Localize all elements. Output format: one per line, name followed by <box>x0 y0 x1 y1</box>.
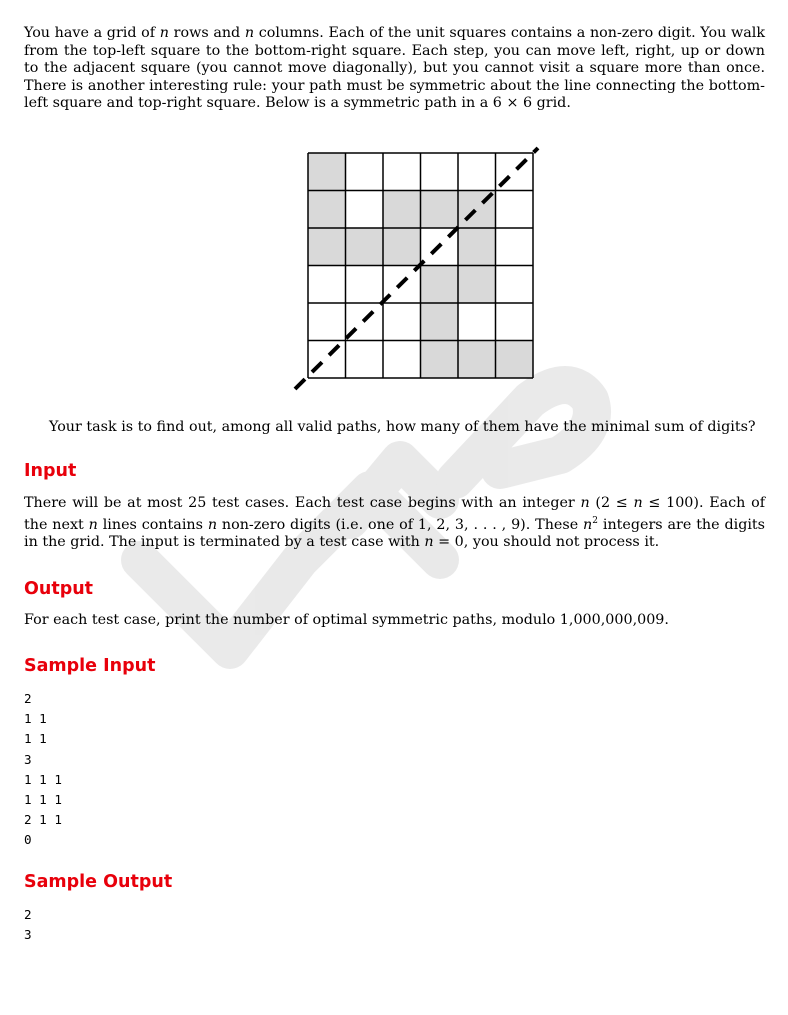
grid-cell <box>346 153 384 191</box>
grid-cell-path <box>458 266 496 304</box>
task-paragraph: Your task is to find out, among all valid paths, how many of them have the minimal sum of digits? <box>49 419 756 435</box>
input-heading: Input <box>24 461 77 481</box>
grid-cell <box>496 303 534 341</box>
grid-cell <box>308 266 346 304</box>
grid-cell <box>496 266 534 304</box>
grid-cell-path <box>421 191 459 229</box>
grid-cell <box>383 153 421 191</box>
grid-cell <box>421 153 459 191</box>
intro-paragraph: You have a grid of n rows and n columns. Each of the unit squares contains a non-zero digit. You walk from the top-left square to the bottom-right square. Each step, you can move left, right, up or down to the adjacent square (you cannot move diagonally), but you cannot visit a square more than once. There is another interesting rule: your path must be symmetric about the line connecting the bottom-left square and top-right square. Below is a symmetric path in a 6 × 6 grid. <box>24 25 765 112</box>
grid-cell-path <box>458 341 496 379</box>
grid-cell-path <box>308 228 346 266</box>
grid-cell <box>496 228 534 266</box>
input-description: There will be at most 25 test cases. Each test case begins with an integer n (2 ≤ n ≤ 100). Each of the next n lines contains n non-zero digits (i.e. one of 1, 2, 3, . . . , 9). These $n^2$ integers are the digits in the grid. The input is terminated by a test case with n = 0, you should not process it. <box>24 495 765 550</box>
grid-cell-path <box>308 191 346 229</box>
grid-cell <box>346 341 384 379</box>
grid-cell-path <box>383 191 421 229</box>
sample-input-block: 2 1 1 1 1 3 1 1 1 1 1 1 2 1 1 0 <box>24 691 62 848</box>
grid-cell-path <box>346 228 384 266</box>
grid-cell-path <box>458 228 496 266</box>
grid-cell <box>496 191 534 229</box>
grid-cell <box>346 266 384 304</box>
grid-cell-path <box>496 341 534 379</box>
grid-cell <box>383 303 421 341</box>
grid-cell <box>308 303 346 341</box>
grid-cell-path <box>308 153 346 191</box>
sample-output-heading: Sample Output <box>24 872 173 892</box>
grid-cell <box>383 341 421 379</box>
symmetric-path-figure <box>268 140 558 400</box>
grid-cell-path <box>421 303 459 341</box>
grid-cell-path <box>421 266 459 304</box>
grid-cell-path <box>383 228 421 266</box>
grid-cell <box>458 153 496 191</box>
grid-cell <box>458 303 496 341</box>
grid-cell-path <box>421 341 459 379</box>
grid-cell <box>346 191 384 229</box>
sample-input-heading: Sample Input <box>24 656 156 676</box>
output-heading: Output <box>24 579 94 599</box>
sample-output-block: 2 3 <box>24 907 32 943</box>
output-description: For each test case, print the number of optimal symmetric paths, modulo 1,000,000,009. <box>24 612 669 628</box>
